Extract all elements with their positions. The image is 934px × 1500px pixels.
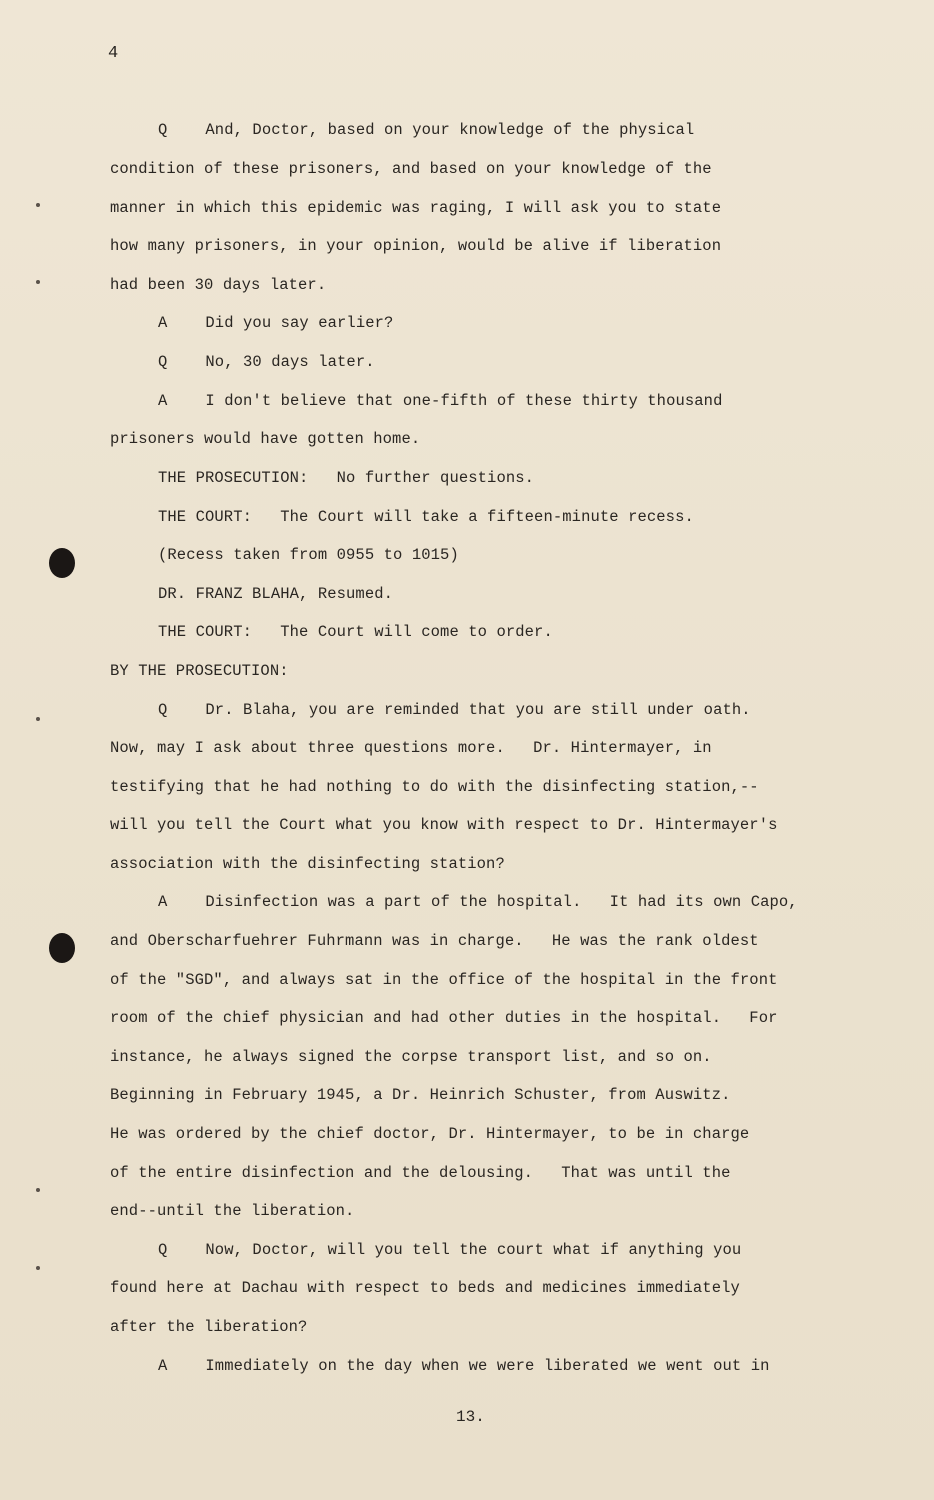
text-line: Q And, Doctor, based on your knowledge of the physical [158,121,695,139]
text-line: DR. FRANZ BLAHA, Resumed. [158,585,394,603]
text-line: THE PROSECUTION: No further questions. [158,469,535,487]
text-line: of the entire disinfection and the delousing. That was until the [110,1164,731,1182]
text-line: testifying that he had nothing to do with the disinfecting station,-- [110,778,759,796]
text-line: Q No, 30 days later. [158,353,375,371]
text-line: will you tell the Court what you know with respect to Dr. Hintermayer's [110,816,778,834]
speck [36,1188,40,1192]
punch-hole-upper [49,548,75,578]
text-line: manner in which this epidemic was raging, I will ask you to state [110,199,722,217]
text-line: THE COURT: The Court will come to order. [158,623,553,641]
text-line: had been 30 days later. [110,276,327,294]
text-line: instance, he always signed the corpse transport list, and so on. [110,1048,712,1066]
text-line: room of the chief physician and had other duties in the hospital. For [110,1009,778,1027]
text-line: THE COURT: The Court will take a fifteen-minute recess. [158,508,694,526]
text-line: He was ordered by the chief doctor, Dr. Hintermayer, to be in charge [110,1125,750,1143]
text-line: A Immediately on the day when we were liberated we went out in [158,1357,770,1375]
text-line: A I don't believe that one-fifth of these thirty thousand [158,392,723,410]
text-line: condition of these prisoners, and based on your knowledge of the [110,160,712,178]
text-line: Now, may I ask about three questions more. Dr. Hintermayer, in [110,739,712,757]
text-line: Q Dr. Blaha, you are reminded that you are still under oath. [158,701,751,719]
text-line: end--until the liberation. [110,1202,355,1220]
text-line: how many prisoners, in your opinion, would be alive if liberation [110,237,722,255]
text-line: found here at Dachau with respect to beds and medicines immediately [110,1279,740,1297]
text-line: prisoners would have gotten home. [110,430,421,448]
text-line: Q Now, Doctor, will you tell the court what if anything you [158,1241,742,1259]
text-line: association with the disinfecting station? [110,855,505,873]
speck [36,717,40,721]
speck [36,1266,40,1270]
text-line: BY THE PROSECUTION: [110,662,289,680]
page-number-bottom: 13. [456,1408,485,1426]
page-number-top: 4 [108,44,119,63]
speck [36,203,40,207]
text-line: and Oberscharfuehrer Fuhrmann was in charge. He was the rank oldest [110,932,759,950]
text-line: (Recess taken from 0955 to 1015) [158,546,459,564]
speck [36,280,40,284]
punch-hole-lower [49,933,75,963]
text-line: of the "SGD", and always sat in the office of the hospital in the front [110,971,778,989]
text-line: A Did you say earlier? [158,314,394,332]
text-line: Beginning in February 1945, a Dr. Heinrich Schuster, from Auswitz. [110,1086,731,1104]
text-line: after the liberation? [110,1318,308,1336]
text-line: A Disinfection was a part of the hospital. It had its own Capo, [158,893,798,911]
